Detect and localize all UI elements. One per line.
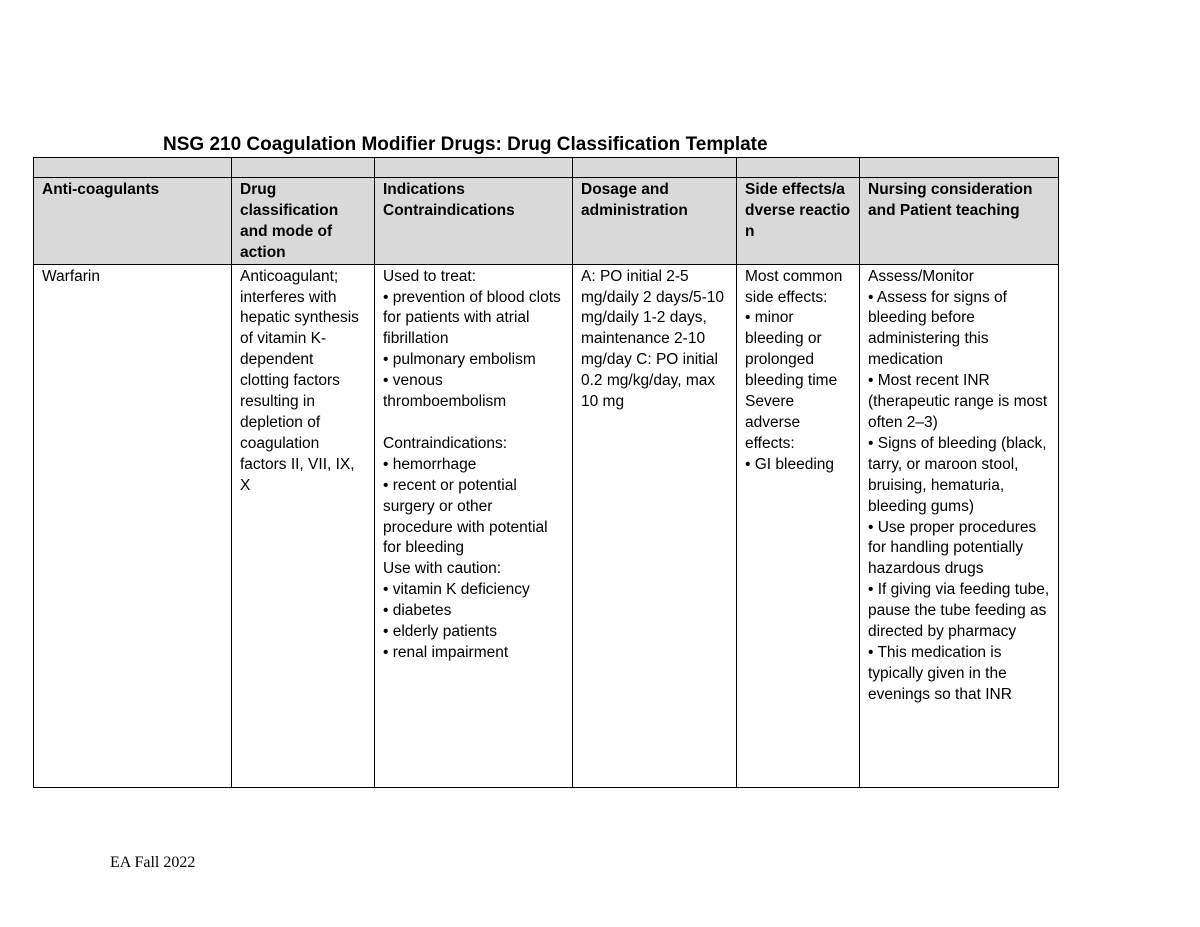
table-blank-row: [34, 158, 1059, 178]
drug-classification-table: [33, 157, 1059, 788]
header-side-effects: Side effects/adverse reaction: [737, 178, 860, 265]
nursing-line: • Most recent INR (therapeutic range is most often 2–3): [868, 372, 1052, 431]
page-title: NSG 210 Coagulation Modifier Drugs: Drug Classification Template: [163, 134, 768, 155]
side-effects-line: Severe adverse effects:: [745, 393, 805, 452]
header-anticoagulants: Anti-coagulants: [34, 178, 232, 265]
nursing-line: • Assess for signs of bleeding before administering this medication: [868, 288, 1012, 369]
table-row: [34, 264, 1059, 787]
blank-cell: [34, 158, 232, 178]
indications-line: Contraindications:: [383, 434, 508, 452]
header-nursing: Nursing consideration and Patient teaching: [860, 178, 1059, 265]
blank-cell: [737, 158, 860, 178]
header-dosage: Dosage and administration: [573, 178, 737, 265]
blank-cell: [375, 158, 573, 178]
indications-line: • recent or potential surgery or other procedure with potential for bleeding: [383, 476, 552, 557]
indications-line: • diabetes: [383, 602, 452, 620]
indications-line: • pulmonary embolism: [383, 351, 536, 369]
indications-line: Use with caution:: [383, 560, 502, 578]
nursing-line: • Use proper procedures for handling potentially hazardous drugs: [868, 518, 1041, 578]
drug-name-cell: Warfarin: [34, 264, 232, 787]
indications-line: • venous thromboembolism: [383, 372, 507, 411]
indications-line: [383, 413, 564, 434]
side-effects-line: • minor bleeding or prolonged bleeding time: [745, 309, 838, 390]
indications-line: • renal impairment: [383, 643, 509, 661]
dosage-cell: A: PO initial 2-5 mg/daily 2 days/5-10 mg/daily 1-2 days, maintenance 2-10 mg/day C: PO initial 0.2 mg/kg/day, max 10 mg: [573, 264, 737, 787]
blank-cell: [573, 158, 737, 178]
nursing-line: • Signs of bleeding (black, tarry, or maroon stool, bruising, hematuria, bleeding gums): [868, 434, 1051, 515]
nursing-line: • This medication is typically given in the evenings so that INR: [868, 643, 1012, 703]
indications-cell: [375, 264, 573, 787]
indications-line: • hemorrhage: [383, 455, 477, 473]
classification-cell: Anticoagulant; interferes with hepatic synthesis of vitamin K-dependent clotting factors resulting in depletion of coagulation factors II, VII, IX, X: [232, 264, 375, 787]
side-effects-cell: [737, 264, 860, 787]
side-effects-line: • GI bleeding: [745, 455, 835, 473]
indications-line: Used to treat:: [383, 267, 477, 285]
blank-cell: [860, 158, 1059, 178]
nursing-cell: [860, 264, 1059, 787]
blank-cell: [232, 158, 375, 178]
indications-line: • prevention of blood clots for patients with atrial fibrillation: [383, 288, 566, 348]
indications-line: • vitamin K deficiency: [383, 581, 530, 599]
indications-line: • elderly patients: [383, 623, 497, 641]
nursing-line: • If giving via feeding tube, pause the tube feeding as directed by pharmacy: [868, 581, 1054, 641]
header-drug-classification: Drug classification and mode of action: [232, 178, 375, 265]
footer-text: EA Fall 2022: [110, 854, 196, 871]
header-indications: Indications Contraindications: [375, 178, 573, 265]
table-header-row: [34, 178, 1059, 265]
side-effects-line: Most common side effects:: [745, 267, 847, 306]
nursing-line: Assess/Monitor: [868, 267, 974, 285]
